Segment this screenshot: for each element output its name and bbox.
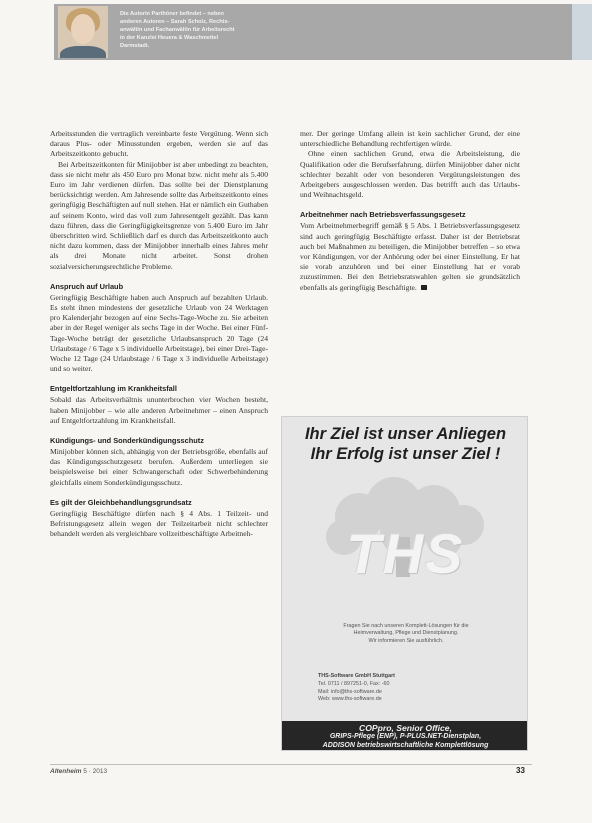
section-heading: Es gilt der Gleichbehandlungsgrundsatz — [50, 497, 192, 507]
ad-slogan-line: Ihr Ziel ist unser Anliegen — [304, 425, 507, 443]
section-text-content: Vom Arbeitnehmerbegriff gemäß § 5 Abs. 1 Betriebsverfassungsgesetz sind auch geringfügig Beschäftigte erfasst. Daher ist der Betriebsrat auch bei Maßnahmen zu beteiligen, die Minijobber betreffen – so etwa vor Kündigungen, vor der Anhörung oder bei einer Einstellung. Er hat sie vorab anzuhören und bei einer Einstellung hat er vorab zuzustimmen. Bei den Betriebsratswahlen gelten sie grundsätzlich ebenfalls als geringfügig Beschäftigte. — [300, 221, 520, 292]
author-bio-line: in der Kanzlei Heuera & Waschmeitel — [120, 35, 219, 41]
advertisement[interactable] — [281, 416, 528, 751]
section-heading: Kündigungs- und Sonderkündigungsschutz — [50, 436, 204, 446]
ad-logo: THS — [346, 522, 465, 585]
magazine-name: Altenheim — [50, 768, 82, 775]
ad-info-line: Wir informieren Sie ausführlich. — [368, 637, 444, 644]
section-heading: Arbeitnehmer nach Betriebsverfassungsgesetz — [300, 210, 466, 220]
section-text: Geringfügig Beschäftigte dürfen nach § 4 Abs. 1 Teilzeit- und Befristungsgesetz allein wegen der Teilzeitarbeit nicht schlechter behandelt werden als vergleichbare vollzeitbeschäftigte Arbeitneh- — [50, 508, 268, 539]
ad-company-name: THS-Software GmbH Stuttgart — [318, 673, 395, 679]
ad-info-line: Heimverwaltung, Pflege und Dienstplanung. — [353, 630, 459, 637]
ad-contact — [318, 673, 498, 704]
footer-magazine — [50, 768, 107, 775]
section-heading: Entgeltfortzahlung im Krankheitsfall — [50, 384, 177, 394]
ad-product-line: ADDISON betriebswirtschaftliche Komplettlösung — [322, 742, 489, 749]
author-bio-line: anwältin und Fachanwältin für Arbeitsrecht — [120, 27, 235, 33]
author-bio — [120, 10, 340, 50]
ad-product-banner — [282, 721, 528, 751]
article-left-column — [50, 129, 268, 540]
author-bio-line: anderen Autoren – Sarah Scholz, Rechts- — [120, 19, 230, 25]
article-paragraph: Ohne einen sachlichen Grund, etwa die Arbeitsleistung, die Qualifikation oder die Berufserfahrung, dürfen Minijobber daher nicht schlechter bezahlt oder von besonderen Vergütungsleistungen des Arbeitgebers ausgeschlossen werden. Das betrifft auch das Urlaubs- und Weihnachtsgeld. — [300, 149, 520, 200]
corner-tab — [572, 4, 592, 60]
ad-product-line: GRIPS-Pflege (ENP), P-PLUS.NET-Dienstplan, — [329, 733, 482, 740]
ad-web-link[interactable]: Web: www.ths-software.de — [318, 696, 382, 703]
article-right-column — [300, 129, 520, 293]
section-text: Geringfügig Beschäftigte haben auch Anspruch auf bezahlten Urlaub. Es steht ihnen mindestens der gesetzliche Urlaub von 24 Werktagen pro Kalenderjahr bezogen auf eine Sechs-Tage-Woche zu. Sie arbeiten aber in der Regel weniger als sechs Tage in der Woche. Bei einer Fünf-Tage-Woche beträgt der gesetzliche Urlaubsanspruch 20 Tage (24 Urlaubstage / 6 Tage x 5 individuelle Arbeitstage), bei einer Drei-Tage-Woche 12 Tage (24 Urlaubstage / 6 Tage x 3 individuelle Arbeitstage) und so weiter. — [50, 292, 268, 374]
ad-email-link[interactable]: Mail: info@ths-software.de — [318, 688, 382, 695]
section-text — [300, 221, 520, 292]
author-photo — [58, 6, 108, 58]
article-paragraph: Arbeitsstunden die vertraglich vereinbarte feste Vergütung. Wenn sich daraus Plus- oder Minusstunden ergeben, werden sie auf das Arbeitszeitkonto gebucht. — [50, 129, 268, 159]
issue-number: 5 · 2013 — [83, 768, 108, 775]
ad-info — [300, 623, 512, 645]
author-photo-shoulders — [60, 46, 106, 58]
section-heading: Anspruch auf Urlaub — [50, 281, 124, 291]
ad-slogan-line: Ihr Erfolg ist unser Ziel ! — [310, 445, 501, 463]
section-text: Minijobber können sich, abhängig von der Betriebsgröße, ebenfalls auf das Kündigungsschutzgesetz berufen. Außerdem unterliegen sie beispielsweise bei einer Schwangerschaft oder Schwerbehinderung gleichfalls einem Sonderkündigungsschutz. — [50, 447, 268, 487]
author-photo-face — [71, 14, 95, 44]
ad-info-line: Fragen Sie nach unseren Komplett-Lösungen für die — [343, 623, 469, 629]
article-paragraph: Bei Arbeitszeitkonten für Minijobber ist aber unbedingt zu beachten, dass sie nicht mehr als 450 Euro pro Monat bzw. nicht mehr als 5.400 Euro im Jahr verdienen dürfen. Das sollte bei der Dienstplanung berücksichtigt werden. Am Jahresende sollte das Arbeitszeitkonto eines geringfügig Beschäftigten auf null stehen. Hat er nämlich ein Guthaben auf seinem Konto, wird das voll zum Jahresentgelt gezählt. Das kann dazu führen, dass die Geringfügigkeitsgrenze von 5.400 Euro im Jahr überschritten wird. Schließlich darf es durch das Arbeitszeitkonto auch nicht dazu kommen, dass der Minijobber innerhalb eines Jahres mehr als drei Monate nicht arbeitet. Sonst drohen sozialversicherungsrechtliche Probleme. — [50, 159, 268, 271]
author-bio-line: Darmstadt. — [120, 43, 150, 49]
footer-divider — [50, 764, 532, 765]
ad-product-line: COPpro, Senior Office, — [359, 723, 452, 733]
page-number: 33 — [516, 766, 525, 775]
ad-phone: Tel. 0711 / 897251-0, Fax: -60 — [318, 680, 390, 687]
author-bio-line: Die Autorin Parthöner befindet – neben — [120, 11, 224, 17]
article-paragraph: mer. Der geringe Umfang allein ist kein sachlicher Grund, der eine unterschiedliche Behandlung rechtfertigen würde. — [300, 129, 520, 149]
article-end-mark-icon — [421, 285, 427, 290]
section-text: Sobald das Arbeitsverhältnis ununterbrochen vier Wochen besteht, haben Minijobber – wie alle anderen Arbeitnehmer – einen Anspruch auf Entgeltfortzahlung im Krankheitsfall. — [50, 395, 268, 425]
